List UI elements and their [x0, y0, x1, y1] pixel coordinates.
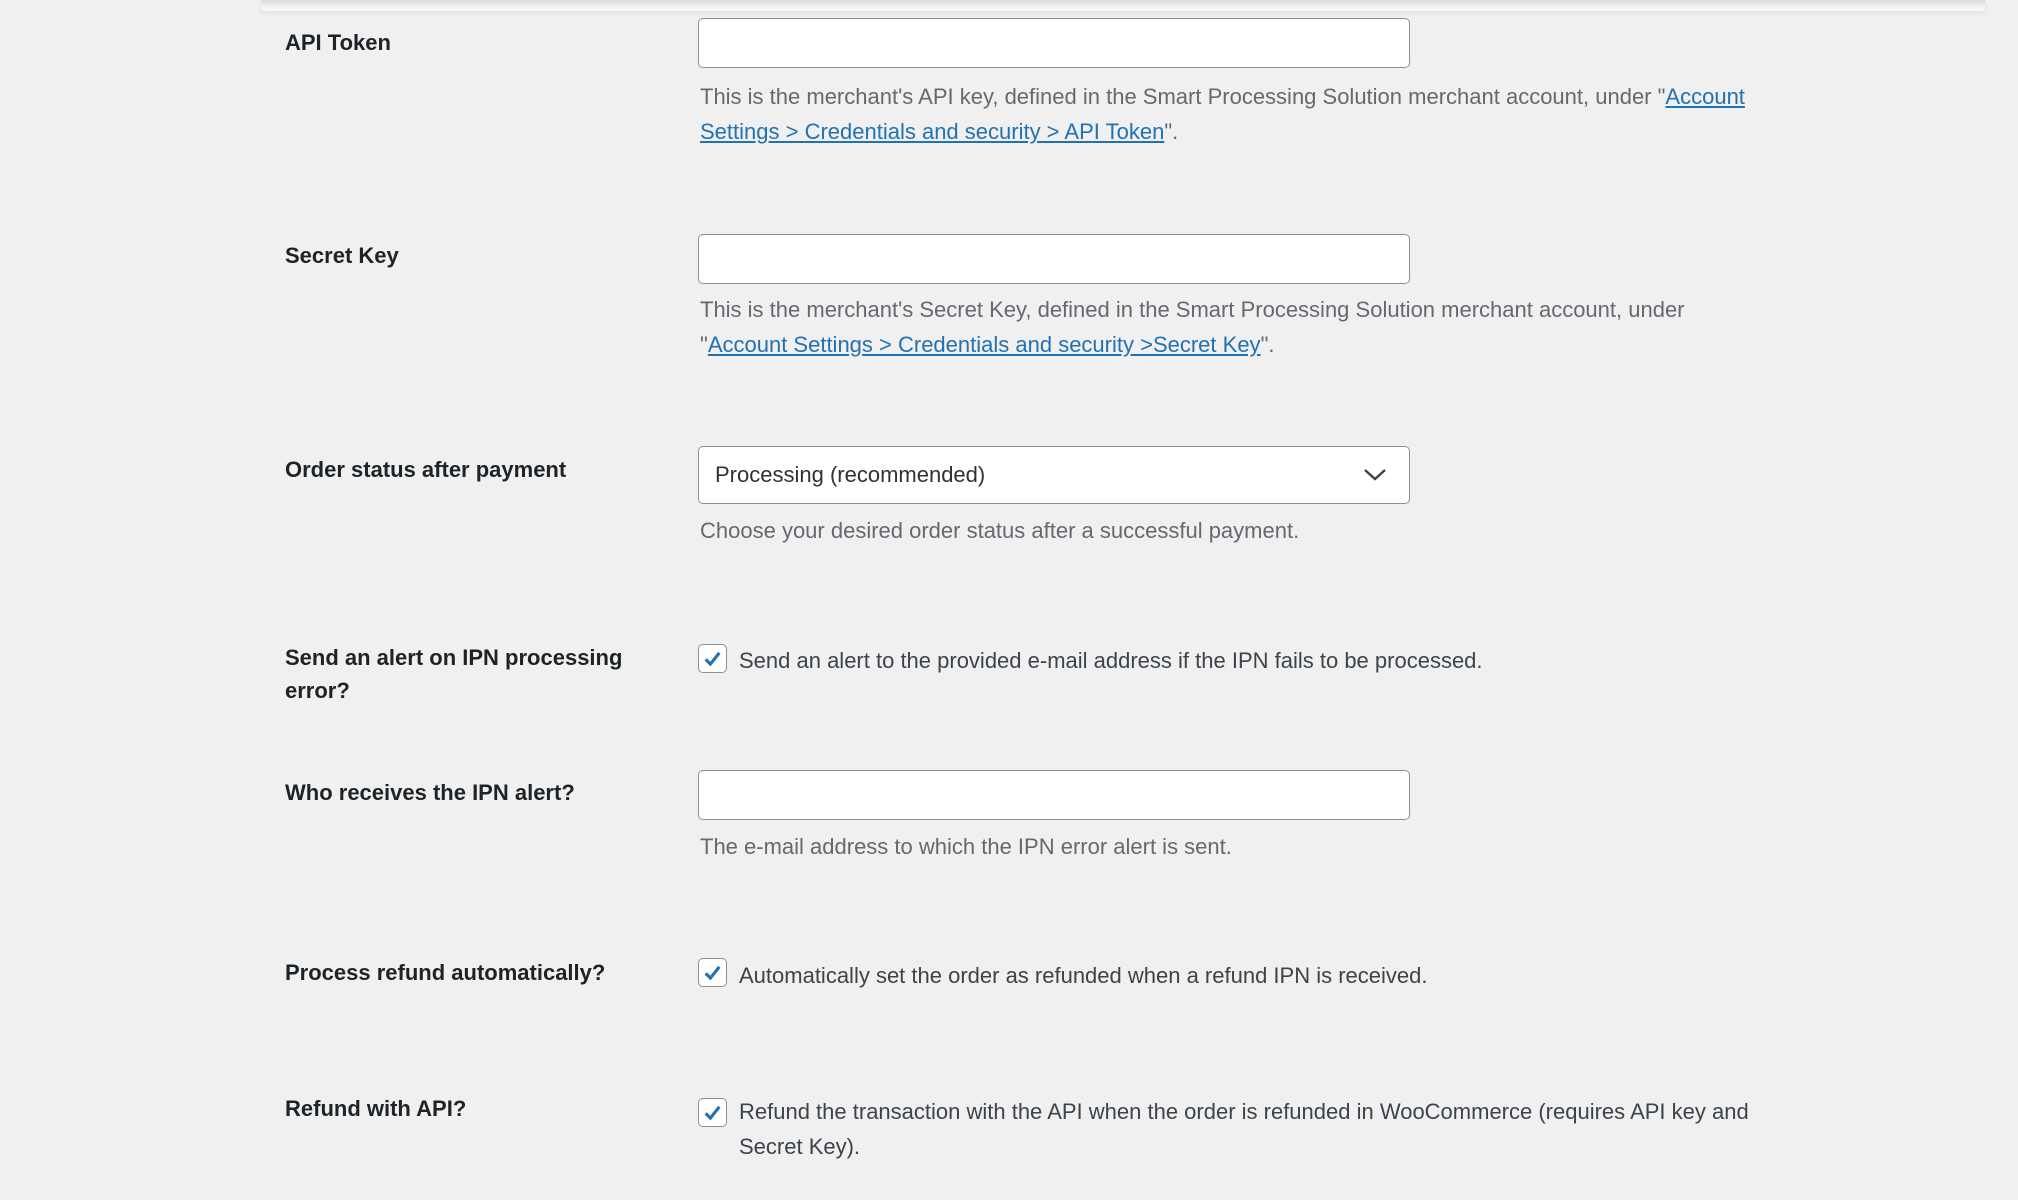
- process-refund-checkbox-label: Automatically set the order as refunded when a refund IPN is received.: [739, 963, 1428, 988]
- secret-key-description-text: This is the merchant's Secret Key, defined in the Smart Processing Solution merchant account, under: [700, 297, 1685, 322]
- ipn-alert-checkbox[interactable]: [698, 644, 727, 673]
- process-refund-checkbox[interactable]: [698, 958, 727, 987]
- refund-with-api-label: Refund with API?: [285, 1096, 467, 1121]
- secret-key-settings-link[interactable]: Account Settings > Credentials and security >Secret Key: [707, 332, 1261, 357]
- refund-with-api-checkbox[interactable]: [698, 1098, 727, 1127]
- secret-key-description-quote: ": [700, 332, 708, 357]
- ipn-alert-checkbox-label: Send an alert to the provided e-mail address if the IPN fails to be processed.: [739, 648, 1483, 673]
- api-token-settings-link[interactable]: Account Settings > Credentials and security > API Token: [700, 84, 1745, 144]
- process-refund-label: Process refund automatically?: [285, 960, 606, 985]
- api-token-label: API Token: [285, 30, 391, 55]
- secret-key-description: [700, 292, 1685, 362]
- chevron-down-icon: [1363, 468, 1387, 482]
- checkmark-icon: [702, 648, 723, 669]
- api-token-description: [700, 79, 1745, 149]
- secret-key-label: Secret Key: [285, 243, 399, 268]
- api-token-description-text: This is the merchant's API key, defined in the Smart Processing Solution merchant account, under ": [700, 84, 1666, 109]
- ipn-recipient-input[interactable]: [698, 770, 1410, 820]
- ipn-recipient-label: Who receives the IPN alert?: [285, 780, 575, 805]
- checkmark-icon: [702, 962, 723, 983]
- api-token-input[interactable]: [698, 18, 1410, 68]
- secret-key-description-closing: ".: [1260, 332, 1275, 357]
- order-status-select[interactable]: [698, 446, 1410, 504]
- secret-key-input[interactable]: [698, 234, 1410, 284]
- api-token-description-closing: ".: [1164, 119, 1179, 144]
- order-status-label: Order status after payment: [285, 457, 567, 482]
- ipn-alert-toggle-label: Send an alert on IPN processing error?: [285, 645, 623, 703]
- order-status-selected-value: Processing (recommended): [715, 462, 986, 487]
- checkmark-icon: [702, 1102, 723, 1123]
- ipn-recipient-description: The e-mail address to which the IPN error alert is sent.: [700, 834, 1232, 859]
- previous-section-panel-edge: [261, 0, 1985, 11]
- order-status-description: Choose your desired order status after a successful payment.: [700, 518, 1300, 543]
- refund-with-api-checkbox-label: Refund the transaction with the API when the order is refunded in WooCommerce (requires API key and Secret Key).: [739, 1099, 1749, 1159]
